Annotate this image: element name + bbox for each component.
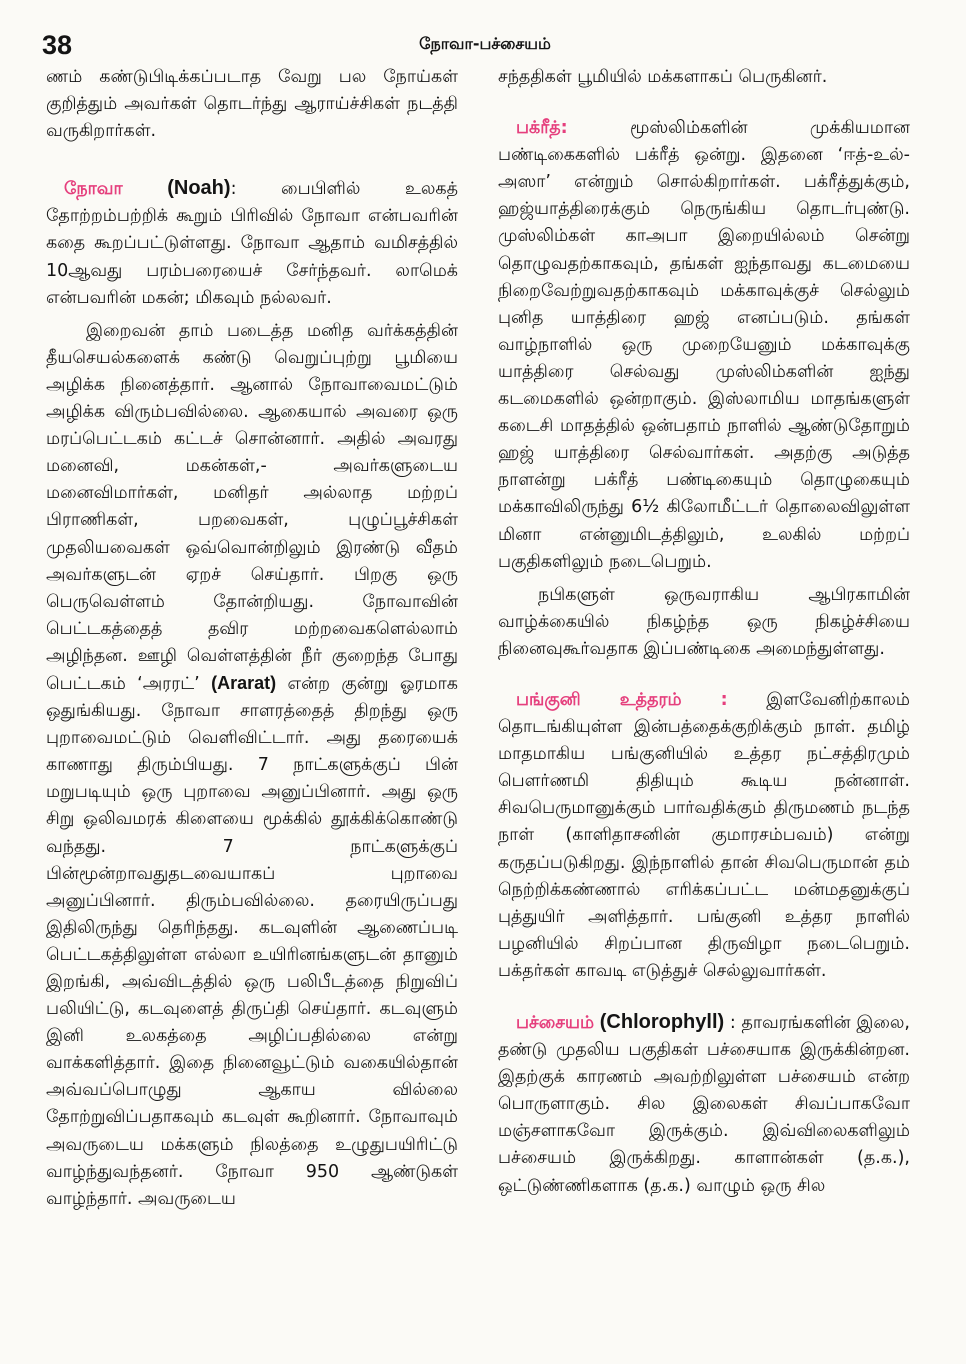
heading-colon-chlorophyll: : [729, 1013, 736, 1033]
panguni-paragraph-1: இளவேனிற்காலம் தொடங்கியுள்ள இன்பத்தைக்குறிக்கும் நாள். தமிழ் மாதமாகிய பங்குனியில் உத்தர நட்சத்திரமும் பௌர்ணமி திதியும் கூடிய நன்னாள். சிவபெருமானுக்கும் பார்வதிக்கும் திருமணம் நடந்த நாள் (காளிதாசனின் குமாரசம்பவம்) என்று கருதப்படுகிறது. இந்நாளில் தான் சிவபெருமான் தம் நெற்றிக்கண்ணால் எரிக்கப்பட்ட மன்மதனுக்குப் புத்துயிர் அளித்தார். பங்குனி உத்தர நாளில் பழனியில் சிறப்பான திருவிழா நடைபெறும். பக்தர்கள் காவடி எடுத்துச் செல்லுவார்கள். [498, 689, 910, 981]
continued-paragraph: ணம் கண்டுபிடிக்கப்படாத வேறு பல நோய்கள் குறித்தும் அவர்கள் தொடர்ந்து ஆராய்ச்சிகள் நடத்தி வருகிறார்கள். [46, 67, 458, 142]
entry-panguni-uthiram [498, 687, 910, 985]
continued-paragraph-right: சந்ததிகள் பூமியில் மக்களாகப் பெருகினர். [498, 67, 828, 87]
bakrid-paragraph-1: மூஸ்லிம்களின் முக்கியமான பண்டிகைகளில் பக்ரீத் ஒன்று. இதனை ‘ஈத்-உல்-அஸா’ என்றும் சொல்கிறார்கள். பக்ரீத்துக்கும், ஹஜ்யாத்திரைக்கும் நெருங்கிய தொடர்புண்டு. முஸ்லிம்கள் காஅபா இறையில்லம் சென்று தொழுவதற்காகவும், தங்கள் ஐந்தாவது கடமையை நிறைவேற்றுவதற்காகவும் மக்காவுக்குச் செல்லும் புனித யாத்திரை ஹஜ் எனப்படும். தங்கள் வாழ்நாளில் ஒரு முறையேனும் மக்காவுக்கு யாத்திரை செல்வது முஸ்லிம்களின் ஐந்து கடமைகளில் ஒன்றாகும். இஸ்லாமிய மாதங்களுள் கடைசி மாதத்தில் ஒன்பதாம் நாளில் ஆண்டுதோறும் ஹஜ் யாத்திரை செல்வார்கள். அதற்கு அடுத்த நாளன்று பக்ரீத் பண்டிகையும் தொழுகையும் மக்காவிலிருந்து 6½ கிலோமீட்டர் தொலைவிலுள்ள மினா என்னுமிடத்திலும், உலகில் மற்றப் பகுதிகளிலும் நடைபெறும். [498, 118, 910, 572]
bakrid-paragraph-2: நபிகளுள் ஒருவராகிய ஆபிரகாமின் வாழ்க்கையில் நிகழ்ந்த ஒரு நிகழ்ச்சியை நினைவுகூர்வதாக இப்பண்டிகை அமைந்துள்ளது. [498, 584, 910, 659]
entry-heading-chlorophyll-english: (Chlorophyll) [599, 1011, 725, 1033]
running-head: நோவா-பச்சையம் [419, 34, 551, 53]
entry-heading-chlorophyll: பச்சையம் [516, 1013, 595, 1033]
chlorophyll-paragraph-1: தாவரங்களின் இலை, தண்டு முதலிய பகுதிகள் பச்சையாக இருக்கின்றன. இதற்குக் காரணம் அவற்றிலுள்ள பச்சையம் என்ற பொருளாகும். சில இலைகள் சிவப்பாகவோ மஞ்சளாகவோ இருக்கும். இவ்விலைகளிலும் பச்சையம் இருக்கிறது. காளான்கள் (த.க.), ஒட்டுண்ணிகளாக (த.க.) வாழும் ஒரு சில [498, 1013, 910, 1196]
noah-paragraph-1: பைபிளில் உலகத் தோற்றம்பற்றிக் கூறும் பிரிவில் நோவா என்பவரின் கதை கூறப்பட்டுள்ளது. நோவா ஆதாம் வமிசத்தில் 10ஆவது பரம்பரையைச் சேர்ந்தவர். லாமெக் என்பவரின் மகன்; மிகவும் நல்லவர். [46, 179, 458, 308]
noah-paragraph-2b: என்ற குன்று ஓரமாக ஒதுங்கியது. நோவா சாளரத்தைத் திறந்து ஒரு புறாவைமட்டும் வெளிவிட்டார். அது தரையைக் காணாது திரும்பியது. 7 நாட்களுக்குப் பின் மறுபடியும் ஒரு புறாவை அனுப்பினார். அது ஒரு சிறு ஒலிவமரக் கிளையை மூக்கில் தூக்கிக்கொண்டு வந்தது. 7 நாட்களுக்குப் பின்மூன்றாவதுதடவையாகப் புறாவை அனுப்பினார். திரும்பவில்லை. தரையிருப்பது இதிலிருந்து தெரிந்தது. கடவுளின் ஆணைப்படி பெட்டகத்திலுள்ள எல்லா உயிரினங்களுடன் தானும் இறங்கி, அவ்விடத்தில் ஒரு பலிபீடத்தை நிறுவிப் பலியிட்டு, கடவுளைத் திருப்தி செய்தார். கடவுளும் இனி உலகத்தை அழிப்பதில்லை என்று வாக்களித்தார். இதை நினைவூட்டும் வகையில்தான் அவ்வப்பொழுது ஆகாய வில்லை தோற்றுவிப்பதாகவும் கடவுள் கூறினார். நோவாவும் அவருடைய மக்களும் நிலத்தை உழுதுபயிரிட்டு வாழ்ந்துவந்தனர். நோவா 950 ஆண்டுகள் வாழ்ந்தார். அவருடைய [46, 673, 458, 1209]
entry-heading-noah-english: (Noah) [167, 177, 231, 200]
entry-noah [46, 175, 458, 311]
page-number: 38 [42, 30, 73, 60]
ararat-english: (Ararat) [211, 672, 277, 693]
entry-heading-bakrid: பக்ரீத்: [516, 118, 568, 139]
entry-chlorophyll [498, 1009, 910, 1200]
right-column [498, 64, 910, 1200]
left-column [46, 64, 458, 1213]
noah-paragraph-2 [46, 318, 458, 1213]
noah-paragraph-2a: இறைவன் தாம் படைத்த மனித வர்க்கத்தின் தீயசெயல்களைக் கண்டு வெறுப்புற்று பூமியை அழிக்க நினைத்தார். ஆனால் நோவாவைமட்டும் அழிக்க விரும்பவில்லை. ஆகையால் அவரை ஒரு மரப்பெட்டகம் கட்டச் சொன்னார். அதில் அவரது மனைவி, மகன்கள்,- அவர்களுடைய மனைவிமார்கள், மனிதர் அல்லாத மற்றப் பிராணிகள், பறவைகள், புழுப்பூச்சிகள் முதலியவைகள் ஒவ்வொன்றிலும் இரண்டு வீதம் அவர்களுடன் ஏறச் செய்தார். பிறகு ஒரு பெருவெள்ளம் தோன்றியது. நோவாவின் பெட்டகத்தைத் தவிர மற்றவைகளெல்லாம் அழிந்தன. ஊழி வெள்ளத்தின் நீர் குறைந்த போது பெட்டகம் ‘அரரட்’ [46, 320, 458, 694]
entry-bakrid [498, 115, 910, 576]
entry-heading-noah: நோவா [64, 179, 123, 200]
heading-colon: : [230, 179, 237, 200]
entry-heading-panguni-uthiram: பங்குனி உத்தரம் : [516, 689, 728, 710]
